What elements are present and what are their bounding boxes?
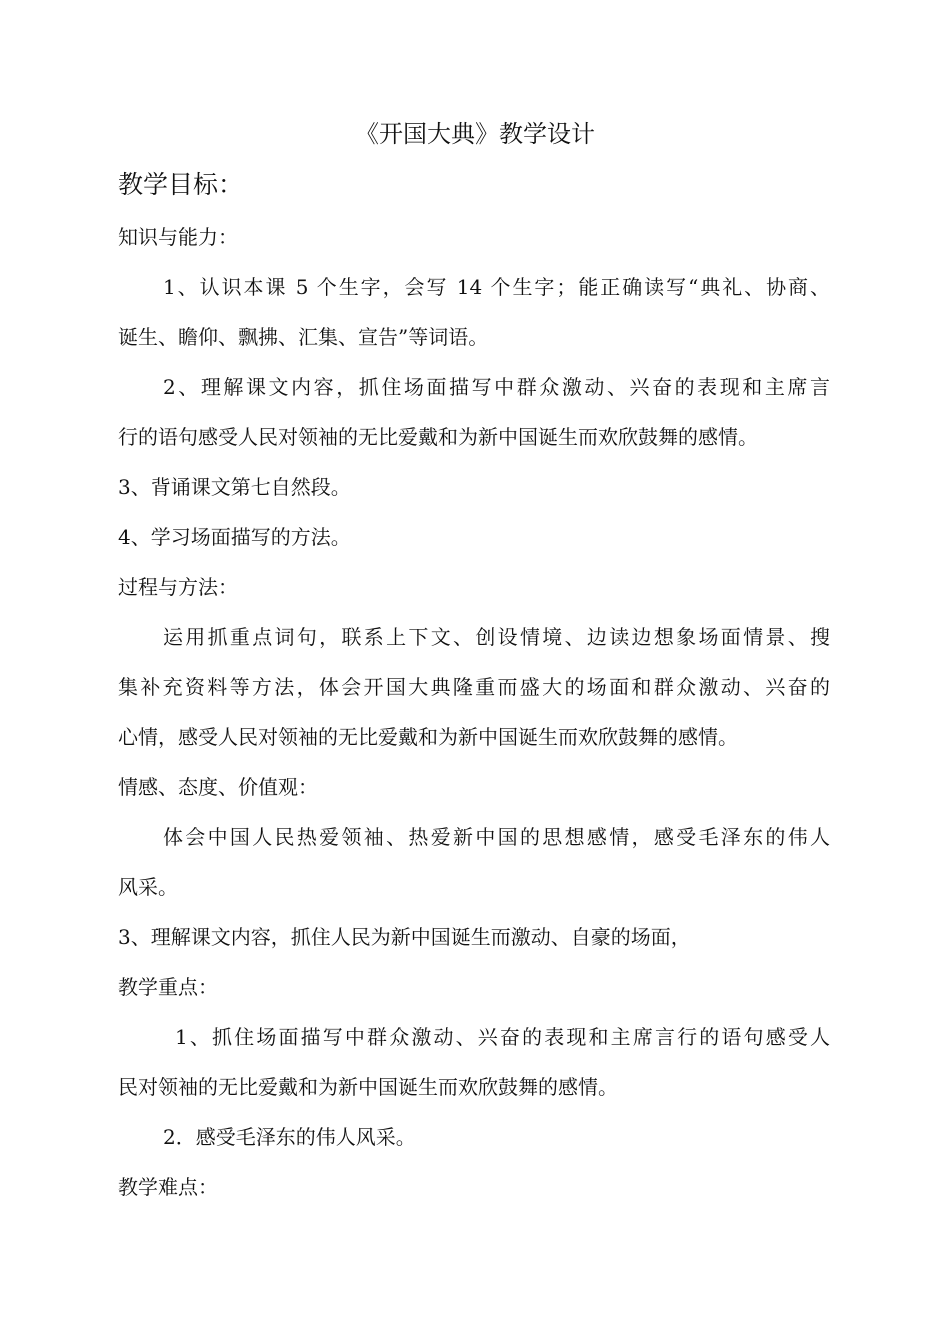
subheading-knowledge-ability: 知识与能力： bbox=[118, 225, 238, 249]
paragraph-line: 2．感受毛泽东的伟人风采。 bbox=[163, 1125, 416, 1149]
paragraph-line: 运用抓重点词句，联系上下文、创设情境、边读边想象场面情景、搜 bbox=[163, 625, 830, 649]
subheading-process-method: 过程与方法： bbox=[118, 575, 238, 599]
paragraph-line: 1、抓住场面描写中群众激动、兴奋的表现和主席言行的语句感受人 bbox=[175, 1025, 830, 1049]
paragraph-line: 4、学习场面描写的方法。 bbox=[118, 525, 351, 549]
heading-teaching-key-points: 教学重点： bbox=[118, 975, 218, 999]
paragraph-line: 集补充资料等方法，体会开国大典隆重而盛大的场面和群众激动、兴奋的 bbox=[118, 675, 830, 699]
heading-teaching-difficulties: 教学难点： bbox=[118, 1175, 218, 1199]
subheading-emotion-attitude-values: 情感、态度、价值观： bbox=[118, 775, 318, 799]
paragraph-line: 3、理解课文内容，抓住人民为新中国诞生而激动、自豪的场面， bbox=[118, 925, 691, 949]
paragraph-line: 3、背诵课文第七自然段。 bbox=[118, 475, 351, 499]
paragraph-line: 1、认识本课 5 个生字，会写 14 个生字；能正确读写“典礼、协商、 bbox=[163, 275, 830, 299]
paragraph-line: 体会中国人民热爱领袖、热爱新中国的思想感情，感受毛泽东的伟人 bbox=[163, 825, 830, 849]
paragraph-line: 心情，感受人民对领袖的无比爱戴和为新中国诞生而欢欣鼓舞的感情。 bbox=[118, 725, 738, 749]
paragraph-line: 风采。 bbox=[118, 875, 178, 899]
paragraph-line: 2、理解课文内容，抓住场面描写中群众激动、兴奋的表现和主席言 bbox=[163, 375, 830, 399]
paragraph-line: 民对领袖的无比爱戴和为新中国诞生而欢欣鼓舞的感情。 bbox=[118, 1075, 618, 1099]
heading-teaching-objectives: 教学目标： bbox=[118, 170, 244, 199]
paragraph-line: 行的语句感受人民对领袖的无比爱戴和为新中国诞生而欢欣鼓舞的感情。 bbox=[118, 425, 758, 449]
paragraph-line: 诞生、瞻仰、飘拂、汇集、宣告”等词语。 bbox=[118, 325, 489, 349]
document-title: 《开国大典》教学设计 bbox=[355, 120, 595, 148]
